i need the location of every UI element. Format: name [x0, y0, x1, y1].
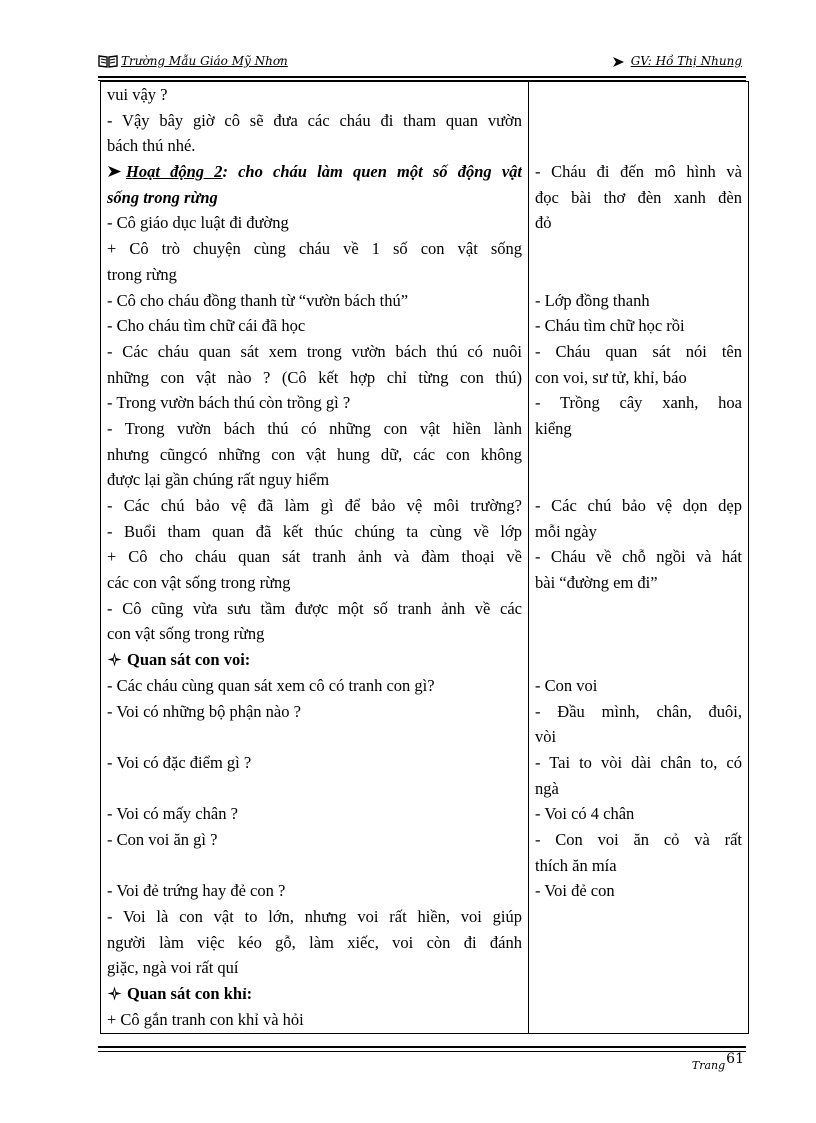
blank-line: [535, 621, 742, 647]
table-row: [101, 82, 749, 1034]
blank-line: [535, 236, 742, 262]
text-line: - Các cháu cùng quan sát xem cô có tranh con gì?: [107, 675, 435, 695]
text-line: - Voi có những bộ phận nào ?: [107, 701, 301, 721]
page-header: [98, 50, 746, 78]
text-line: - Voi là con vật to lớn, nhưng voi rất hiền, voi giúp: [107, 907, 522, 926]
text-line: thích ăn mía: [535, 855, 617, 875]
text-line: - Cho cháu tìm chữ cái đã học: [107, 316, 306, 336]
activity-heading-cont: sống trong rừng: [107, 187, 218, 207]
text-line: - Voi có 4 chân: [535, 804, 635, 824]
school-name: [98, 54, 288, 68]
blank-line: [535, 262, 742, 288]
page-number: 61: [726, 1051, 744, 1067]
text-line: được lại gần chúng rất nguy hiểm: [107, 470, 330, 490]
activity-text: : cho cháu làm quen một số động vật: [222, 162, 522, 182]
text-line: - Voi đẻ con: [535, 881, 615, 901]
text-line: - Trồng cây xanh, hoa: [535, 393, 742, 413]
text-line: - Con voi ăn gì ?: [107, 829, 218, 849]
text-line: ngà: [535, 778, 559, 798]
header-rule-thick: [98, 76, 746, 78]
footer-rule-thin: [98, 1051, 746, 1052]
teacher-name: [612, 54, 742, 68]
text-line: - Buổi tham quan đã kết thúc chúng ta cùng về lớp: [107, 521, 522, 541]
section-heading-khi: [107, 981, 522, 1007]
open-book-icon: [98, 54, 118, 68]
text-line: - Voi đẻ trứng hay đẻ con ?: [107, 881, 286, 901]
text-line: - Cháu quan sát nói tên: [535, 341, 742, 361]
text-line: nhưng cũngcó những con vật hung dữ, các con không: [107, 444, 522, 464]
page-footer: [691, 1051, 744, 1072]
blank-line: [535, 467, 742, 493]
text-line: con vật sống trong rừng: [107, 624, 265, 644]
text-line: - Tai to vòi dài chân to, có: [535, 752, 742, 772]
text-line: + Cô gắn tranh con khỉ và hỏi: [107, 1009, 304, 1029]
activity-label: Hoạt động 2: [126, 162, 223, 182]
blank-line: [535, 108, 742, 134]
text-line: kiểng: [535, 418, 572, 438]
activity-heading: [107, 159, 522, 185]
section-heading-voi: [107, 647, 522, 673]
section-heading-text: Quan sát con khỉ:: [127, 984, 253, 1004]
teacher-name-text: GV: Hồ Thị Nhung: [630, 54, 742, 68]
diamond-bullet-icon: [107, 649, 122, 664]
blank-line: [535, 647, 742, 673]
blank-line: [535, 596, 742, 622]
text-line: - Voi có mấy chân ?: [107, 804, 238, 824]
child-activity-column: [529, 82, 749, 1034]
text-line: - Các chú bảo vệ đã làm gì để bảo vệ môi trường?: [107, 496, 522, 515]
text-line: - Đầu mình, chân, đuôi,: [535, 701, 742, 721]
text-line: - Cháu tìm chữ học rồi: [535, 316, 685, 336]
text-line: - Voi có đặc điểm gì ?: [107, 752, 252, 772]
text-line: các con vật sống trong rừng: [107, 573, 291, 593]
text-line: - Con voi: [535, 675, 598, 695]
text-line: - Con voi ăn cỏ và rất: [535, 829, 742, 849]
text-line: mỗi ngày: [535, 521, 597, 541]
lesson-table: [100, 81, 749, 1034]
text-line: đọc bài thơ đèn xanh đèn: [535, 187, 742, 207]
text-line: giặc, ngà voi rất quí: [107, 958, 239, 978]
blank-line: [107, 724, 522, 750]
section-heading-text: Quan sát con voi:: [127, 650, 251, 670]
text-line: bách thú nhé.: [107, 136, 196, 156]
diamond-bullet-icon: [107, 983, 122, 998]
text-line: - Cháu đi đến mô hình và: [535, 162, 742, 182]
text-line: trong rừng: [107, 264, 177, 284]
text-line: đỏ: [535, 213, 552, 233]
text-line: - Các chú bảo vệ dọn dẹp: [535, 496, 742, 515]
text-line: - Vậy bây giờ cô sẽ đưa các cháu đi tham quan vườn: [107, 110, 522, 130]
text-line: - Cô cho cháu đồng thanh từ “vườn bách thú”: [107, 290, 409, 310]
text-line: + Cô trò chuyện cùng cháu về 1 số con vật sống: [107, 239, 522, 259]
text-line: những con vật nào ? (Cô kết hợp chỉ từng con thú): [107, 367, 522, 387]
arrow-bullet-icon: [107, 160, 122, 173]
text-line: vòi: [535, 727, 557, 747]
text-line: - Cháu về chỗ ngồi và hát: [535, 547, 742, 567]
text-line: - Cô cũng vừa sưu tầm được một số tranh ảnh về các: [107, 598, 522, 618]
blank-line: [535, 82, 742, 108]
text-line: người làm việc kéo gỗ, làm xiếc, voi còn đi đánh: [107, 932, 522, 952]
blank-line: [535, 133, 742, 159]
blank-line: [107, 853, 522, 879]
blank-line: [535, 442, 742, 468]
school-name-text: Trường Mẫu Giáo Mỹ Nhơn: [121, 54, 288, 68]
text-line: + Cô cho cháu quan sát tranh ảnh và đàm thoại về: [107, 547, 522, 567]
text-line: bài “đường em đi”: [535, 573, 658, 593]
text-line: - Cô giáo dục luật đi đường: [107, 213, 289, 233]
text-line: con voi, sư tử, khỉ, báo: [535, 367, 687, 387]
text-line: vui vậy ?: [107, 85, 168, 104]
blank-line: [107, 776, 522, 802]
page-label: Trang: [691, 1059, 726, 1072]
text-line: - Các cháu quan sát xem trong vườn bách thú có nuôi: [107, 341, 522, 361]
footer-rule-thick: [98, 1046, 746, 1048]
text-line: - Trong vườn bách thú còn trồng gì ?: [107, 393, 351, 413]
arrow-bullet-icon: [612, 56, 625, 68]
text-line: - Lớp đồng thanh: [535, 290, 650, 310]
text-line: - Trong vườn bách thú có những con vật hiền lành: [107, 418, 522, 438]
teacher-activity-column: [101, 82, 529, 1034]
